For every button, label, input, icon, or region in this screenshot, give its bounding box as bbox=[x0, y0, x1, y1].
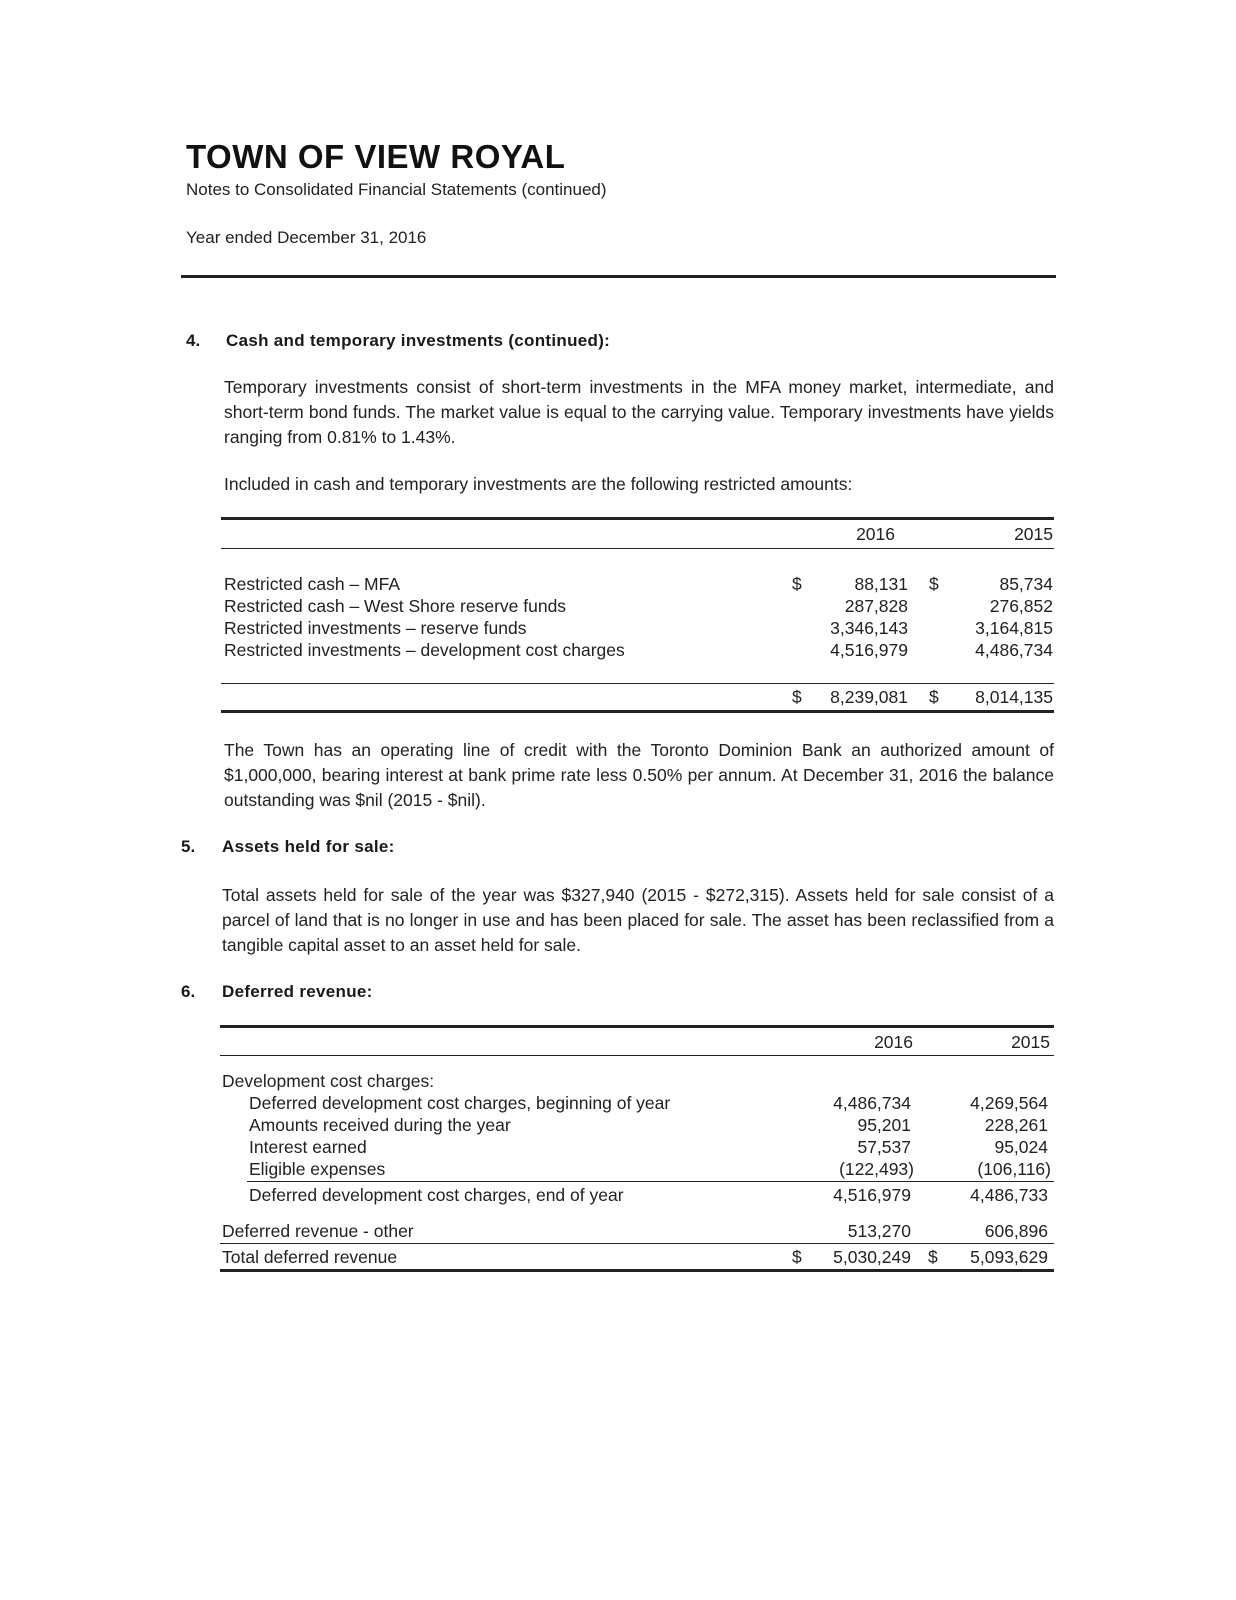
row-label: Eligible expenses bbox=[249, 1159, 386, 1179]
table-row bbox=[0, 1092, 1236, 1114]
table-row bbox=[0, 1220, 1236, 1242]
table-header-row bbox=[0, 523, 1236, 545]
value-2015: 228,261 bbox=[984, 1115, 1048, 1135]
row-label: Interest earned bbox=[249, 1137, 367, 1157]
section-6-title: Deferred revenue: bbox=[222, 982, 373, 1001]
table-row bbox=[0, 573, 1236, 595]
row-label: Restricted cash – West Shore reserve funds bbox=[224, 596, 567, 616]
section-4-paragraph-1: Temporary investments consist of short-term investments in the MFA money market, intermediate, and short-term bond funds. The market value is equal to the carrying value. Temporary investments have yields ranging from 0.81% to 1.43%. bbox=[224, 377, 1054, 447]
group-label: Development cost charges: bbox=[222, 1071, 435, 1091]
section-4-title: Cash and temporary investments (continued): bbox=[226, 331, 611, 350]
value-2015: 606,896 bbox=[984, 1221, 1048, 1241]
page-subtitle: Notes to Consolidated Financial Statements (continued) bbox=[186, 180, 607, 199]
section-4-paragraph-2: Included in cash and temporary investments are the following restricted amounts: bbox=[224, 474, 853, 494]
row-label: Total deferred revenue bbox=[222, 1247, 398, 1267]
table-row bbox=[0, 639, 1236, 661]
group-label-row bbox=[0, 1070, 1236, 1092]
section-4-number: 4. bbox=[186, 331, 201, 350]
row-label: Restricted cash – MFA bbox=[224, 574, 401, 594]
value-2016: 88,131 bbox=[854, 574, 908, 594]
row-label: Deferred development cost charges, end of year bbox=[249, 1185, 624, 1205]
value-2016: 95,201 bbox=[857, 1115, 911, 1135]
value-2015: 95,024 bbox=[994, 1137, 1048, 1157]
section-5-paragraph: Total assets held for sale of the year was $327,940 (2015 - $272,315). Assets held for sale consist of a parcel of land that is no longer in use and has been placed for sale. The asset has been reclassified from a tangible capital asset to an asset held for sale. bbox=[222, 885, 1054, 955]
value-2016: 4,486,734 bbox=[833, 1093, 911, 1113]
total-bottom-rule bbox=[220, 1269, 1054, 1272]
currency-symbol: $ bbox=[792, 687, 802, 707]
column-header-2015: 2015 bbox=[1014, 524, 1053, 544]
section-6-number: 6. bbox=[181, 982, 196, 1001]
table-row bbox=[0, 1158, 1236, 1180]
total-2015: 5,093,629 bbox=[970, 1247, 1048, 1267]
table-header-rule bbox=[220, 1055, 1054, 1056]
table-total-row bbox=[0, 686, 1236, 708]
currency-symbol: $ bbox=[929, 687, 939, 707]
currency-symbol: $ bbox=[792, 1247, 802, 1267]
value-2016: 513,270 bbox=[847, 1221, 911, 1241]
total-bottom-rule bbox=[221, 710, 1054, 713]
row-label: Deferred development cost charges, beginning of year bbox=[249, 1093, 671, 1113]
value-2016: 3,346,143 bbox=[830, 618, 908, 638]
section-5-number: 5. bbox=[181, 837, 196, 856]
table-header-row bbox=[0, 1031, 1236, 1053]
value-2016: (122,493) bbox=[839, 1159, 914, 1179]
table-total-row bbox=[0, 1246, 1236, 1268]
page-title: TOWN OF VIEW ROYAL bbox=[186, 138, 566, 175]
value-2016: 4,516,979 bbox=[830, 640, 908, 660]
column-header-2015: 2015 bbox=[1011, 1032, 1050, 1052]
currency-symbol: $ bbox=[792, 574, 802, 594]
row-label: Restricted investments – development cost charges bbox=[224, 640, 625, 660]
value-2015: 4,269,564 bbox=[970, 1093, 1048, 1113]
row-label: Amounts received during the year bbox=[249, 1115, 511, 1135]
total-2016: 8,239,081 bbox=[830, 687, 908, 707]
currency-symbol: $ bbox=[928, 1247, 938, 1267]
value-2015: 85,734 bbox=[999, 574, 1053, 594]
row-label: Restricted investments – reserve funds bbox=[224, 618, 527, 638]
value-2016: 57,537 bbox=[857, 1137, 911, 1157]
subtotal-row bbox=[0, 1184, 1236, 1206]
header-divider bbox=[181, 275, 1056, 278]
total-2015: 8,014,135 bbox=[975, 687, 1053, 707]
value-2015: 4,486,734 bbox=[975, 640, 1053, 660]
section-5-title: Assets held for sale: bbox=[222, 837, 395, 856]
currency-symbol: $ bbox=[929, 574, 939, 594]
column-header-2016: 2016 bbox=[874, 1032, 913, 1052]
total-top-rule bbox=[220, 1243, 1054, 1244]
value-2015: (106,116) bbox=[977, 1159, 1051, 1179]
subtotal-rule bbox=[247, 1181, 1054, 1182]
column-header-2016: 2016 bbox=[856, 524, 895, 544]
total-top-rule bbox=[221, 683, 1054, 684]
reporting-period: Year ended December 31, 2016 bbox=[186, 228, 427, 247]
value-2016: 4,516,979 bbox=[833, 1185, 911, 1205]
table-top-rule bbox=[221, 517, 1054, 520]
value-2015: 4,486,733 bbox=[970, 1185, 1048, 1205]
value-2015: 276,852 bbox=[989, 596, 1053, 616]
table-top-rule bbox=[220, 1025, 1054, 1028]
row-label: Deferred revenue - other bbox=[222, 1221, 414, 1241]
table-row bbox=[0, 1136, 1236, 1158]
value-2016: 287,828 bbox=[844, 596, 908, 616]
value-2015: 3,164,815 bbox=[975, 618, 1053, 638]
total-2016: 5,030,249 bbox=[833, 1247, 911, 1267]
section-4-paragraph-3: The Town has an operating line of credit with the Toronto Dominion Bank an authorized amount of $1,000,000, bearing interest at bank prime rate less 0.50% per annum. At December 31, 2016 the balance outstanding was $nil (2015 - $nil). bbox=[224, 740, 1054, 810]
table-row bbox=[0, 595, 1236, 617]
table-row bbox=[0, 1114, 1236, 1136]
table-row bbox=[0, 617, 1236, 639]
table-header-rule bbox=[221, 548, 1054, 549]
